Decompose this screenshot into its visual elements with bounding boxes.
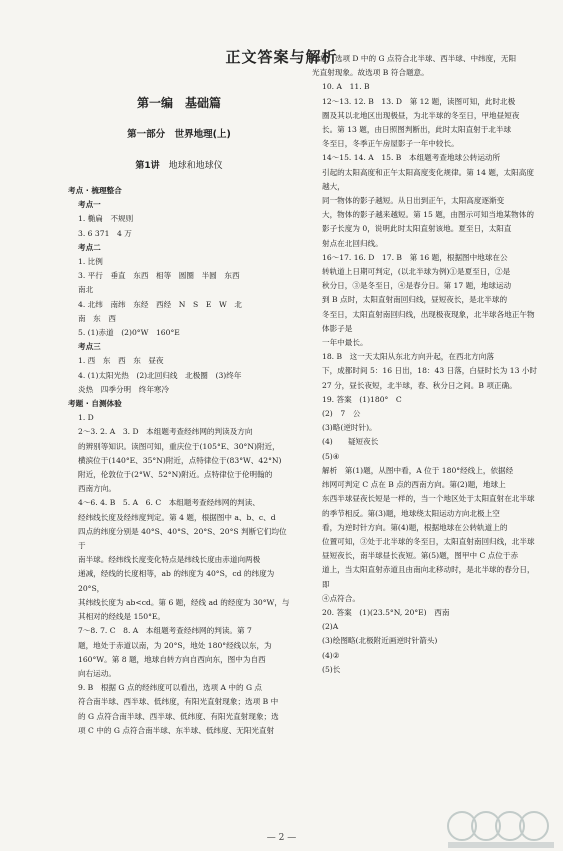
answer-block: 1. D bbox=[78, 413, 94, 423]
answer-block: 2～3. 2. A 3. D 本组题考查经纬网的判读及方向 的辨别等知识。读图可知，重庆位于(105°E、30°N)附近， 横滨位于(140°E、35°N)附近，点特律位于(83°W、42°N) 附近，伦敦位于(2°W、52°N)附近。点特律位于伦明翰的 西南方向。 bbox=[78, 427, 282, 494]
lesson-number: 第1讲 bbox=[135, 161, 160, 171]
answer-block: 10. A 11. B bbox=[322, 82, 370, 92]
part-heading: 第一部分 世界地理(上) bbox=[127, 129, 231, 140]
answer-block: (4)② bbox=[322, 650, 340, 660]
answer-block: 1. 比例 bbox=[78, 257, 103, 267]
answer-block: 20. 答案 (1)(23.5°N, 20°E) 西南 bbox=[322, 607, 450, 617]
answer-block: 5. (1)赤道 (2)0°W 160°E bbox=[78, 328, 180, 338]
answer-block: 9. B 根据 G 点的经纬度可以看出，选项 A 中的 G 点 符合南半球、西半球、低纬度，有阳光直射现象；选项 B 中 的 G 点符合南半球、西半球、低纬度、有阳光直射现象；选 项 C 中的 G 点符合南半球、东半球、低纬度、无阳光直射 bbox=[78, 683, 279, 735]
edition-heading: 第一编 基础篇 bbox=[136, 96, 221, 110]
answer-block: 考点一 bbox=[78, 200, 101, 210]
answer-block: (5)④ bbox=[322, 451, 340, 461]
page-number: — 2 — bbox=[266, 833, 297, 843]
answer-block: 考点 · 梳理整合 bbox=[68, 186, 122, 195]
answer-block: 考点三 bbox=[78, 342, 101, 352]
answer-block: (5)长 bbox=[322, 664, 341, 674]
answer-block: 18. B 这一天太阳从东北方向升起，在西北方向落 下，成都时间 5：16 日出，18：43 日落，白昼时长为 13 小时 27 分，昼长夜短，北半球，春、秋分日之间。B 项正确。 bbox=[322, 352, 538, 390]
answer-block: 1. 西 东 西 东 昼夜 bbox=[78, 356, 164, 366]
watermark-logo-icon bbox=[440, 808, 562, 850]
answer-block: (2) 7 公 bbox=[322, 409, 361, 419]
answer-block: 19. 答案 (1)180° C bbox=[322, 394, 402, 404]
answer-block: 7～8. 7. C 8. A 本组题考查经纬网的判读。第 7 题，地处于赤道以南，为 20°S，地处 180°经线以东，为 160°W。第 8 题，地球自转方向自西向东，图中为自西 向右运动。 bbox=[78, 626, 272, 678]
answer-block: (4) 疑短夜长 bbox=[322, 437, 379, 447]
answer-block: 14～15. 14. A 15. B 本组题考查地球公转运动所 引起的太阳高度和正午太阳高度变化规律。第 14 题，太阳高度越大， 同一物体的影子越短。从日出到正午，太阳高度逐渐变 大，物体的影子越来越短。第 15 题，由图示可知当地某物体的 影子长度为 0，说明此时太阳直射该地。夏至日，太阳直 射点在北回归线。 bbox=[322, 153, 534, 248]
answer-block: (2)A bbox=[322, 622, 339, 632]
answer-block: 考题 · 自测体验 bbox=[68, 399, 122, 409]
answer-block: 现象；选项 D 中的 G 点符合北半球、西半球、中纬度，无阳 光直射现象。故选项 B 符合题意。 bbox=[312, 54, 517, 78]
answer-block: 3. 平行 垂直 东西 相等 圆圈 半圆 东西 南北 bbox=[78, 271, 240, 295]
lesson-heading bbox=[68, 158, 290, 171]
answer-block: 4～6. 4. B 5. A 6. C 本组题考查经纬网的判读、 经纬线长度及经纬度判定。第 4 题，根据图中 a、b、c、d 四点的纬度分别是 40°S、40°S、20°S、20°S 判断它们均位于 南半球。经纬线长度变化特点是纬线长度由赤道向两极 递减，经线的长度相等，ab 的纬度为 40°S，cd 的纬度为 20°S， 其纬线长度为 ab<cd。第 6 题，经线 ad 的经度为 30°W，与 其相对的经线是 150°E。 bbox=[78, 498, 290, 622]
lesson-title: 地球和地球仪 bbox=[168, 161, 223, 171]
answer-block: 12～13. 12. B 13. D 第 12 题，读图可知，此时北极 圈及其以北地区出现极昼，为北半球的冬至日，甲地昼短夜 长。第 13 题，由日照图判断出，此时太阳直射于北半球 冬至日，冬季正午房屋影子一年中较长。 bbox=[322, 96, 520, 149]
page-title: 正文答案与解析 bbox=[225, 48, 338, 66]
answer-block: 3. 6 371 4 万 bbox=[78, 228, 132, 238]
answer-block: 解析 第(1)题，从图中看，A 位于 180°经线上，依据经 纬网可判定 C 点在 B 点的西南方向。第(2)题，地球上 东西半球昼夜长短是一样的，当一个地区处于太阳直射在北半球 的季节相反。第(3)题，地球绕太阳运动方向北极上空 看，为逆时针方向。第(4)题，根据地球在公转轨道上的 位置可知，③处于北半球的冬至日，太阳直射南回归线，北半球 昼短夜长，南半球昼长夜短。第(5)题，图甲中 C 点位于赤 道上，当太阳直射赤道且由南向北移动时，是北半球的春分日，即 ④点符合。 bbox=[322, 465, 535, 603]
answer-block: 4. 北纬 南纬 东经 西经 N S E W 北 南 东 西 bbox=[78, 299, 242, 323]
answer-block: 4. (1)太阳光热 (2)北回归线 北极圈 (3)终年 炎热 四季分明 终年寒冷 bbox=[78, 370, 242, 394]
left-column bbox=[68, 184, 290, 738]
answer-block: (3)绘图略(北极附近画逆时针箭头) bbox=[322, 636, 438, 646]
answer-block: 考点二 bbox=[78, 242, 101, 252]
answer-block: 16～17. 16. D 17. B 第 16 题，根据图中地球在公 转轨道上日期可判定，(以北半球为例)①是夏至日，②是 秋分日，③是冬至日，④是春分日。第 17 题，地球运动 到 B 点时，太阳直射南回归线，昼短夜长，是北半球的 冬至日，太阳直射南回归线，出现极夜现象，北半球各地正午物体影子是 一年中最长。 bbox=[322, 252, 535, 348]
answer-block: (3)略(逆时针)。 bbox=[322, 423, 377, 433]
right-column bbox=[312, 52, 540, 677]
answer-block: 1. 椭扁 不规则 bbox=[78, 214, 134, 224]
